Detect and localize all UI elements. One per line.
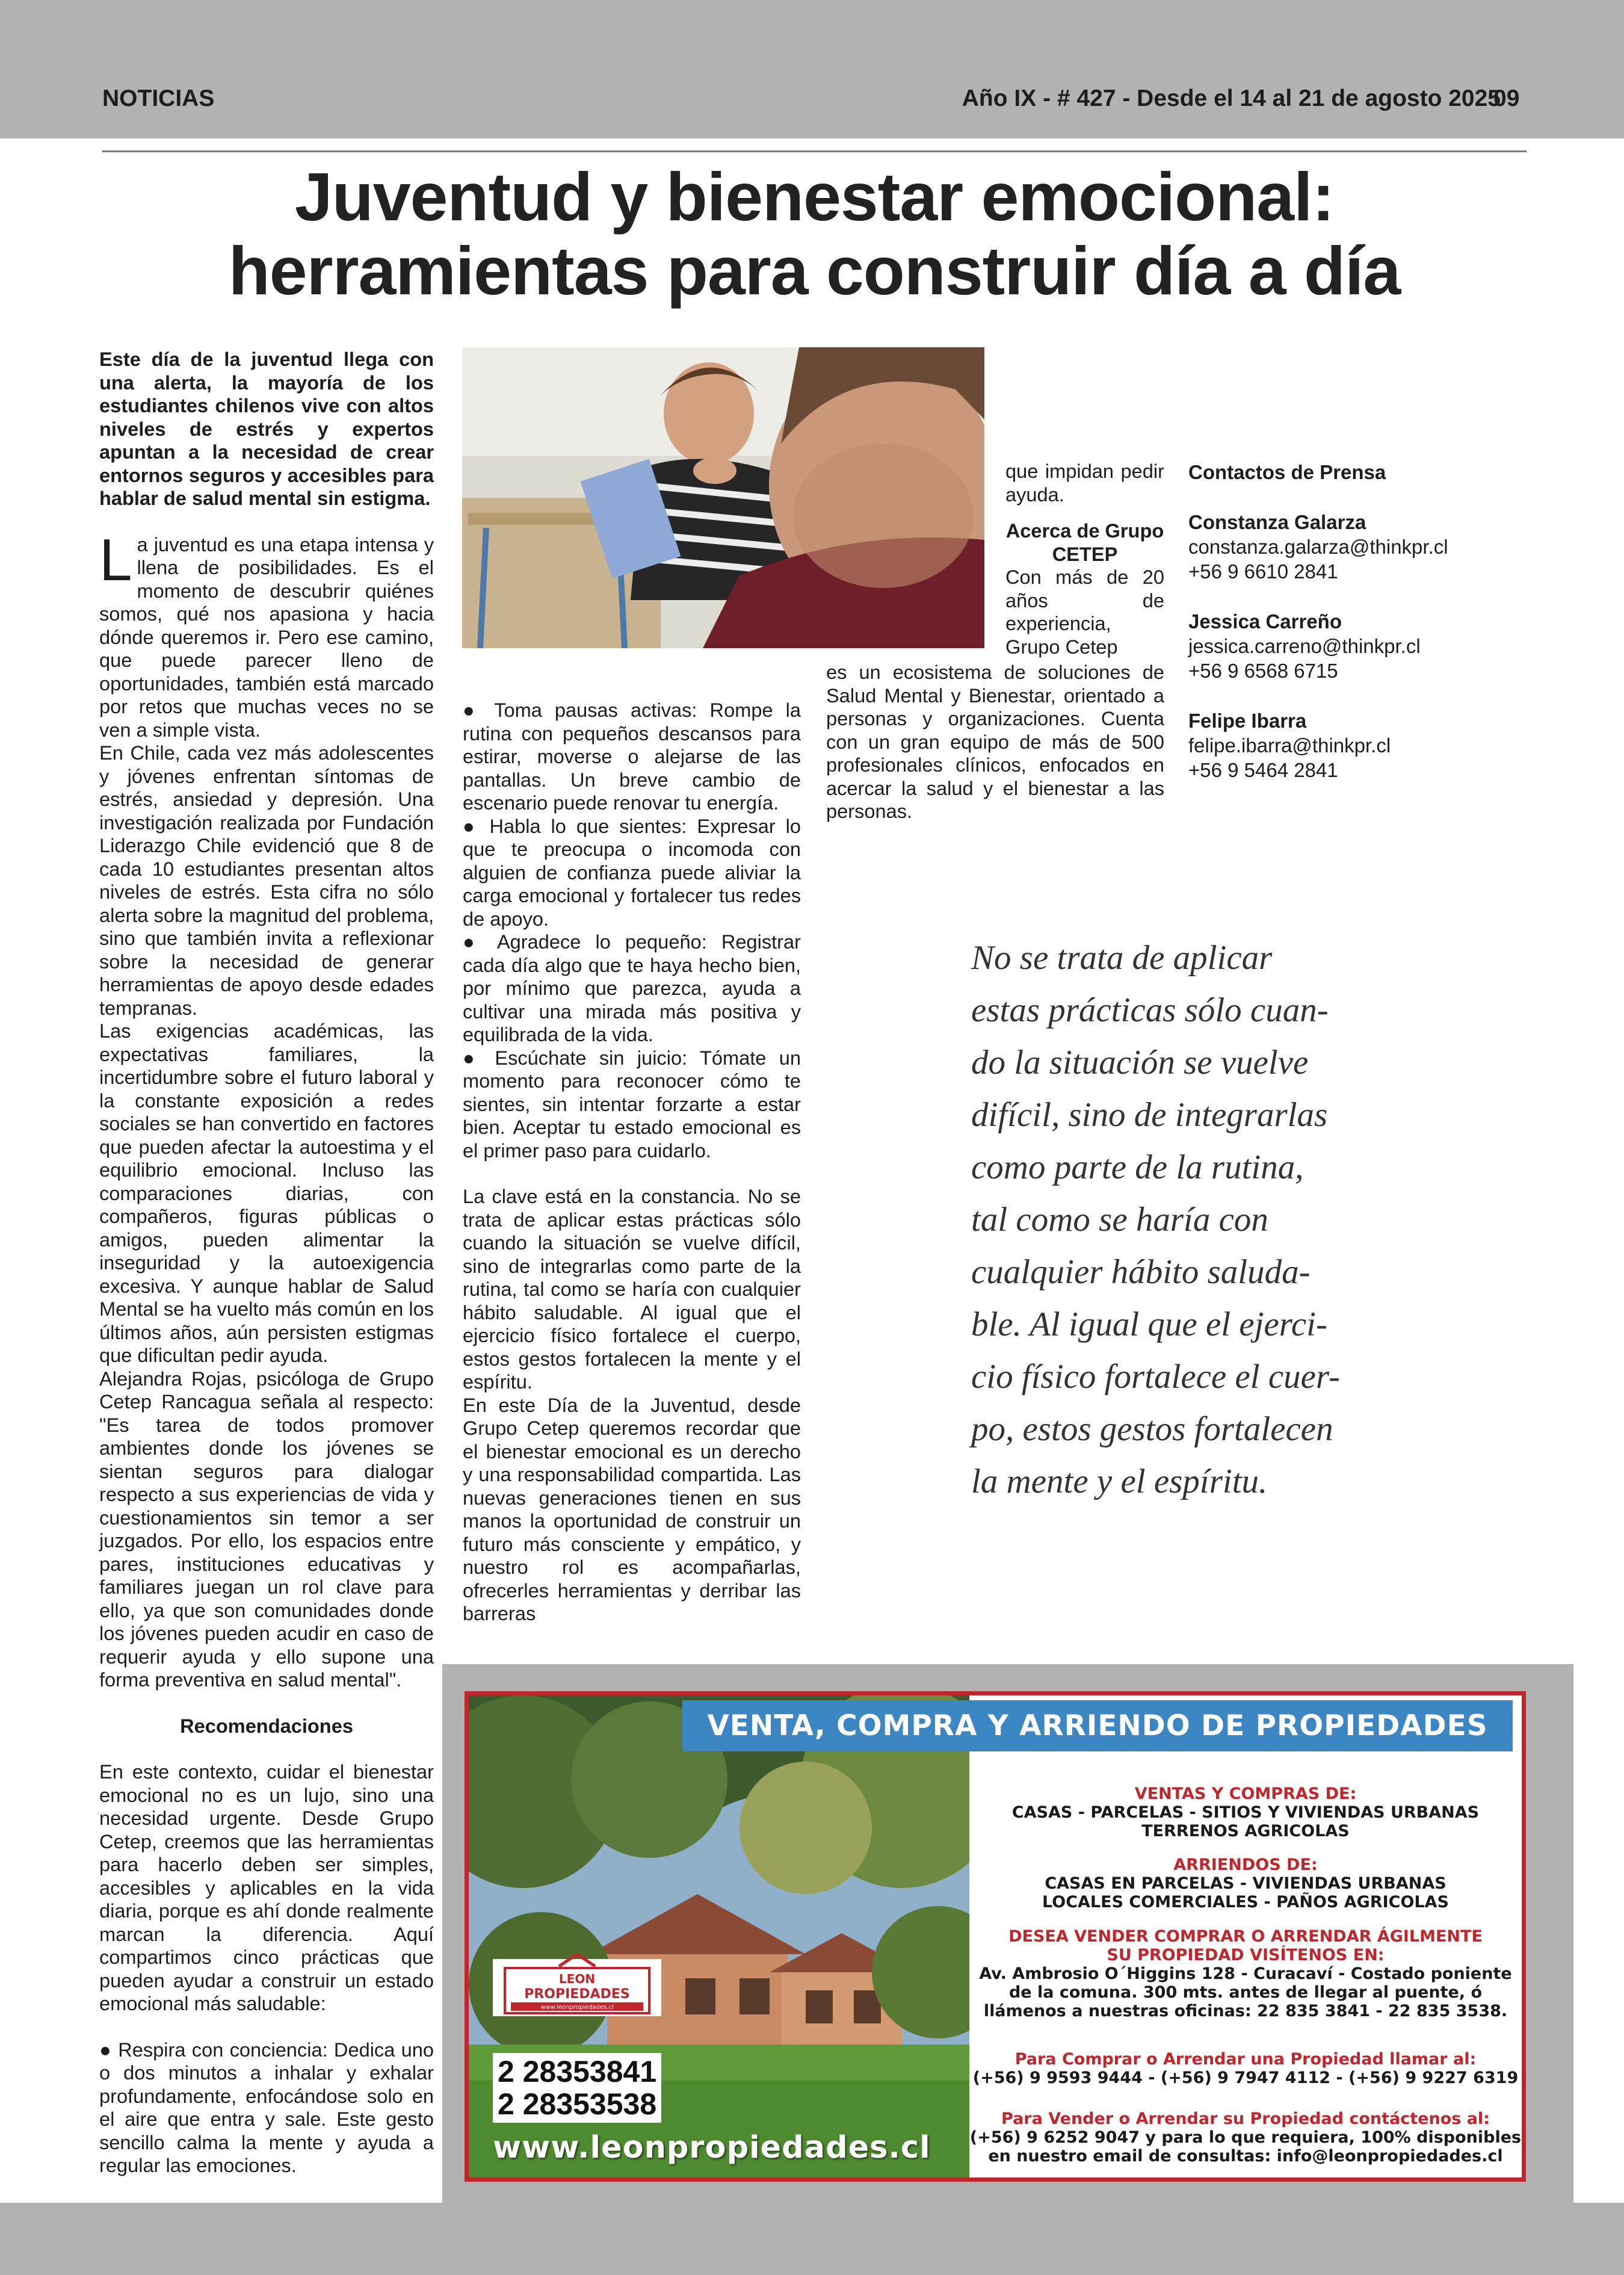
subhead-recomendaciones: Recomendaciones — [180, 1714, 353, 1737]
column-1 — [99, 348, 434, 2178]
headline — [102, 160, 1527, 308]
contact-name: Felipe Ibarra — [1188, 710, 1307, 732]
quote-line: la mente y el espíritu. — [971, 1462, 1268, 1500]
headline-line-1: Juventud y bienestar emocional: — [294, 159, 1335, 235]
headline-line-2: herramientas para construir día a día — [228, 233, 1401, 309]
contact-email[interactable]: felipe.ibarra@thinkpr.cl — [1188, 734, 1391, 757]
page-number: 09 — [1493, 85, 1520, 111]
tip-escuchate: ● Escúchate sin juicio: Tómate un momento para reconocer cómo te sientes, sin intentar forzarte a estar bien. Aceptar tu estado emocional es el primer paso para cuidarlo. — [463, 1046, 801, 1162]
contact-email[interactable]: jessica.carreno@thinkpr.cl — [1188, 635, 1421, 657]
quote-line: como parte de la rutina, — [971, 1148, 1304, 1186]
ad-phones — [493, 2053, 661, 2123]
drop-cap: L — [99, 526, 132, 593]
ad-ventas: VENTAS Y COMPRAS DE: CASAS - PARCELAS - SITIOS Y VIVIENDAS URBANAS TERRENOS AGRICOLAS — [1011, 1784, 1480, 1840]
tip-habla: ● Habla lo que sientes: Expresar lo que te preocupa o incomoda con alguien de confianza puede aliviar la carga emocional y fortalecer tus redes de apoyo. — [463, 814, 801, 930]
quote-line: po, estos gestos fortalecen — [971, 1410, 1333, 1448]
column-2 — [463, 699, 801, 1626]
quote-line: cio físico fortalece el cuer- — [971, 1358, 1340, 1396]
quote-line: do la situación se vuelve — [971, 1044, 1309, 1082]
paragraph-3: Las exigencias académicas, las expectativas familiares, la incertidumbre sobre el futuro laboral y la constante exposición a redes sociales se han convertido en factores que pueden afectar la autoestima y el equilibrio emocional. Incluso las comparaciones diarias, con compañeros, figuras públicas o amigos, pueden alimentar la inseguridad y la autoexigencia excesiva. Y aunque hablar de Salud Mental se ha vuelto más común en los últimos años, aún persisten estigmas que dificultan pedir ayuda. — [99, 1020, 434, 1366]
ad-banner: VENTA, COMPRA Y ARRIENDO DE PROPIEDADES — [682, 1700, 1513, 1751]
quote-line: estas prácticas sólo cuan- — [971, 991, 1329, 1029]
ad-phone: 2 28353538 — [498, 2087, 657, 2121]
paragraph-cetep-intro: Con más de 20 años de experiencia, Grupo Cetep — [1005, 566, 1164, 658]
contact-email[interactable]: constanza.galarza@thinkpr.cl — [1188, 536, 1448, 558]
paragraph-constancia: La clave está en la constancia. No se trata de aplicar estas prácticas sólo cuando la situación se vuelve difícil, sino de integrarlas como parte de la rutina, tal como se haría con cualquier hábito saludable. Al igual que el ejercicio físico fortalece el cuerpo, estos gestos fortalecen la mente y el espíritu. — [463, 1185, 801, 1393]
header-rule — [102, 150, 1527, 152]
leon-propiedades-logo — [493, 1953, 661, 2016]
paragraph-4: Alejandra Rojas, psicóloga de Grupo Cetep Rancagua señala al respecto: "Es tarea de todos promover ambientes donde los jóvenes se sientan seguros para dialogar respecto a sus experiencias de vida y cuestionamientos sin temor a ser juzgados. Por ello, los espacios entre pares, instituciones educativas y familiares juegan un rol clave para ello, ya que son comunidades donde los jóvenes pueden acudir en caso de requerir ayuda y ello supone una forma preventiva en salud mental". — [99, 1367, 434, 1691]
paragraph-5: En este contexto, cuidar el bienestar emocional no es un lujo, sino una necesidad urgente. Desde Grupo Cetep, creemos que las herramientas para hacerlo deben ser simples, accesibles y aplicables en la vida diaria, porque es ahí donde realmente marcan la diferencia. Aquí compartimos cinco prácticas que pueden ayudar a construir un estado emocional más saludable: — [99, 1760, 434, 2014]
ad-website[interactable]: www.leonpropiedades.cl — [493, 2130, 931, 2165]
paragraph-1: La juventud es una etapa intensa y llena de posibilidades. Es el momento de descubrir quiénes somos, qué nos apasiona y hacia dónde queremos ir. Pero ese camino, que puede parecer lleno de oportunidades, también está marcado por retos que muchas veces no se ven a simple vista. — [99, 526, 434, 741]
ad-phone: 2 28353841 — [498, 2055, 657, 2088]
contact-phone: +56 9 5464 2841 — [1188, 759, 1338, 781]
column-3-top — [1005, 460, 1164, 658]
ad-vender: Para Vender o Arrendar su Propiedad contáctenos al: (+56) 9 6252 9047 y para lo que requiera, 100% disponibles en nuestro email de consultas: info@leonpropiedades.cl — [969, 2109, 1522, 2165]
quote-line: difícil, sino de integrarlas — [971, 1096, 1328, 1134]
quote-line: ble. Al igual que el ejerci- — [971, 1305, 1327, 1343]
paragraph-dia-juventud: En este Día de la Juventud, desde Grupo Cetep queremos recordar que el bienestar emocional es un derecho y una responsabilidad compartida. Las nuevas generaciones tienen en sus manos la oportunidad de construir un futuro más consciente y empático, y nuestro rol es acompañarlas, ofrecerles herramientas y derribar las barreras — [463, 1393, 801, 1624]
real-estate-ad — [465, 1691, 1526, 2182]
press-contacts — [1188, 460, 1525, 782]
pull-quote — [971, 932, 1392, 1508]
quote-line: tal como se haría con — [971, 1201, 1268, 1239]
column-3-bottom — [826, 661, 1164, 823]
subhead-acerca: Acerca de Grupo CETEP — [1005, 519, 1164, 565]
quote-line: No se trata de aplicar — [971, 939, 1273, 977]
ad-address: DESEA VENDER COMPRAR O ARRENDAR ÁGILMENTE SU PROPIEDAD VISÍTENOS EN: Av. Ambrosio O´Higgins 128 - Curacaví - Costado poniente de la comuna. 300 mts. antes de llegar al puente, ó llámenos a nuestras oficinas: 22 835 3841 - 22 835 3538. — [979, 1927, 1512, 2020]
tip-respira: ● Respira con conciencia: Dedica uno o dos minutos a inhalar y exhalar profundamente, enfocándose solo en el aire que entra y sale. Este gesto sencillo calma la mente y ayuda a regular las emociones. — [99, 2038, 434, 2176]
tip-agradece: ● Agradece lo pequeño: Registrar cada día algo que te haya hecho bien, por mínimo que parezca, ayuda a cultivar una mirada más positiva y equilibrada de la vida. — [463, 930, 801, 1045]
contact-name: Constanza Galarza — [1188, 511, 1366, 533]
quote-line: cualquier hábito saluda- — [971, 1253, 1311, 1291]
section-label: NOTICIAS — [102, 85, 215, 111]
contact-phone: +56 9 6568 6715 — [1188, 660, 1338, 682]
paragraph-2: En Chile, cada vez más adolescentes y jóvenes enfrentan síntomas de estrés, ansiedad y depresión. Una investigación realizada por Fundación Liderazgo Chile evidenció que 8 de cada 10 estudiantes presentan altos niveles de estrés. Esta cifra no sólo alerta sobre la magnitud del problema, sino que también invita a reflexionar sobre la necesidad de generar herramientas de apoyo desde edades tempranas. — [99, 741, 434, 1019]
article-lead: Este día de la juventud llega con una alerta, la mayoría de los estudiantes chilenos vive con altos niveles de estrés y expertos apuntan a la necesidad de crear entornos seguros y accesibles para hablar de salud mental sin estigma. — [99, 348, 434, 509]
paragraph-cetep: es un ecosistema de soluciones de Salud Mental y Bienestar, orientado a personas y organizaciones. Cuenta con un gran equipo de más de 500 profesionales clínicos, enfocados en acercar la salud y el bienestar a las personas. — [826, 661, 1164, 822]
contact-name: Jessica Carreño — [1188, 610, 1342, 633]
ad-comprar: Para Comprar o Arrendar una Propiedad llamar al: (+56) 9 9593 9444 - (+56) 9 7947 4112 - (+56) 9 9227 6319 — [972, 2050, 1519, 2087]
contacts-heading: Contactos de Prensa — [1188, 461, 1386, 483]
logo-text: PROPIEDADES — [524, 1987, 630, 2002]
article-photo — [462, 347, 984, 648]
ad-arriendos: ARRIENDOS DE: CASAS EN PARCELAS - VIVIENDAS URBANAS LOCALES COMERCIALES - PAÑOS AGRICOLAS — [1042, 1856, 1449, 1911]
top-band — [0, 0, 1624, 138]
tip-pausas: ● Toma pausas activas: Rompe la rutina con pequeños descansos para estirar, moverse o alejarse de las pantallas. Un breve cambio de escenario puede renovar tu energía. — [463, 699, 801, 814]
bottom-band — [0, 2203, 1624, 2275]
paragraph-ayuda: que impidan pedir ayuda. — [1005, 460, 1164, 506]
logo-text: www.leonpropiedades.cl — [540, 2004, 614, 2011]
issue-info: Año IX - # 427 - Desde el 14 al 21 de agosto 2025 — [962, 85, 1501, 111]
contact-phone: +56 9 6610 2841 — [1188, 560, 1338, 583]
logo-text: LEON — [558, 1972, 596, 1986]
